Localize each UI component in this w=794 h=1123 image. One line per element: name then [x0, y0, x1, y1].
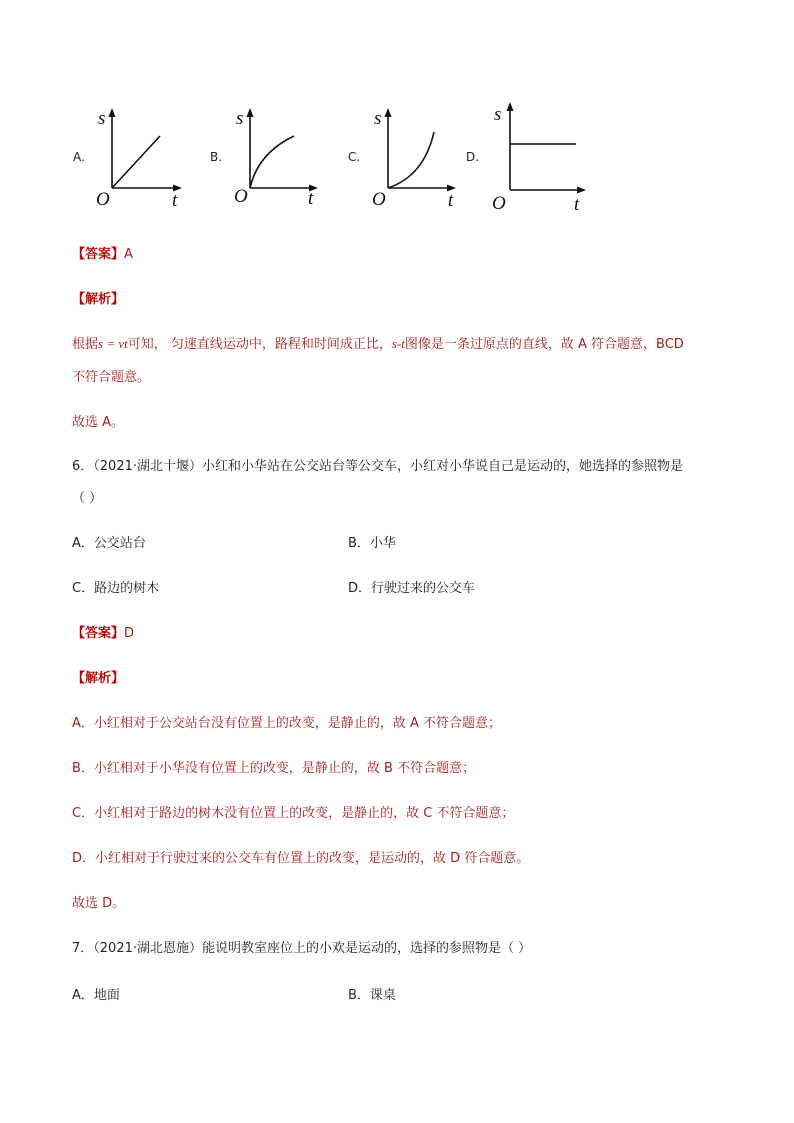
q7-stem: 7．（2021·湖北恩施）能说明教室座位上的小欢是运动的，选择的参照物是（ ）: [72, 941, 532, 956]
graph-d-y-label: s: [494, 104, 502, 125]
analysis-prefix: 根据: [72, 337, 99, 352]
q7-option-b: B．课桌: [348, 988, 396, 1003]
q6-analysis-line-c: C．小红相对于路边的树木没有位置上的改变，是静止的，故 C 不符合题意；: [72, 806, 515, 821]
graph-b-curve: [250, 136, 294, 188]
graph-a-y-label: s: [98, 108, 106, 129]
q5-analysis-line2: 不符合题意。: [72, 370, 151, 385]
graph-a-curve: [112, 136, 160, 188]
graph-b-y-label: s: [236, 108, 244, 129]
graph-c-y-label: s: [374, 108, 382, 129]
graph-term: s-t: [391, 336, 405, 351]
q6-conclusion: 故选 D。: [72, 896, 126, 911]
graph-option-letter-c: C.: [348, 150, 361, 164]
q5-analysis-tag: 【解析】: [72, 292, 125, 307]
q6-option-d: D．行驶过来的公交车: [348, 581, 476, 596]
graph-a-origin: O: [96, 189, 110, 210]
graph-c-x-label: t: [448, 190, 454, 211]
q6-analysis-line-d: D．小红相对于行驶过来的公交车有位置上的改变，是运动的，故 D 符合题意。: [72, 851, 530, 866]
q7-option-a: A．地面: [72, 988, 120, 1003]
q6-analysis-line-a: A．小红相对于公交站台没有位置上的改变，是静止的，故 A 不符合题意；: [72, 716, 502, 731]
q5-answer: [72, 243, 133, 262]
graph-d: [494, 102, 594, 216]
q5-conclusion: 故选 A。: [72, 415, 125, 430]
graph-d-origin: O: [492, 193, 506, 214]
q6-option-a: A．公交站台: [72, 536, 146, 551]
q6-stem: 6．（2021·湖北十堰）小红和小华站在公交站台等公交车，小红对小华说自己是运动的，她选择的参照物是: [72, 459, 683, 474]
graph-b-origin: O: [234, 186, 248, 207]
graph-c-curve: [388, 132, 434, 188]
formula: s = vt: [98, 336, 128, 351]
graph-b: [236, 108, 326, 212]
graph-c-origin: O: [372, 189, 386, 210]
graph-b-x-label: t: [308, 188, 314, 209]
answer-tag: 【答案】: [72, 626, 125, 641]
analysis-rest: 图像是一条过原点的直线，故 A 符合题意，BCD: [404, 337, 684, 352]
analysis-mid: 可知， 匀速直线运动中，路程和时间成正比，: [127, 337, 392, 352]
graph-d-x-label: t: [574, 194, 580, 215]
graph-a-x-label: t: [172, 190, 178, 211]
answer-value: D: [124, 626, 135, 641]
q6-option-c: C．路边的树木: [72, 581, 160, 596]
answer-value: A: [124, 247, 133, 262]
graph-a: [98, 108, 188, 212]
graph-option-letter-a: A.: [73, 150, 85, 164]
graph-c: [374, 108, 464, 212]
q6-answer: [72, 622, 134, 641]
q5-analysis-line1: [72, 333, 684, 352]
q6-analysis-tag: 【解析】: [72, 671, 125, 686]
graph-option-letter-d: D.: [466, 150, 480, 164]
q6-option-b: B．小华: [348, 536, 396, 551]
q6-analysis-line-b: B．小红相对于小华没有位置上的改变，是静止的，故 B 不符合题意；: [72, 761, 476, 776]
answer-tag: 【答案】: [72, 247, 125, 262]
graph-option-letter-b: B.: [210, 150, 223, 164]
q6-blank: （ ）: [72, 491, 103, 506]
